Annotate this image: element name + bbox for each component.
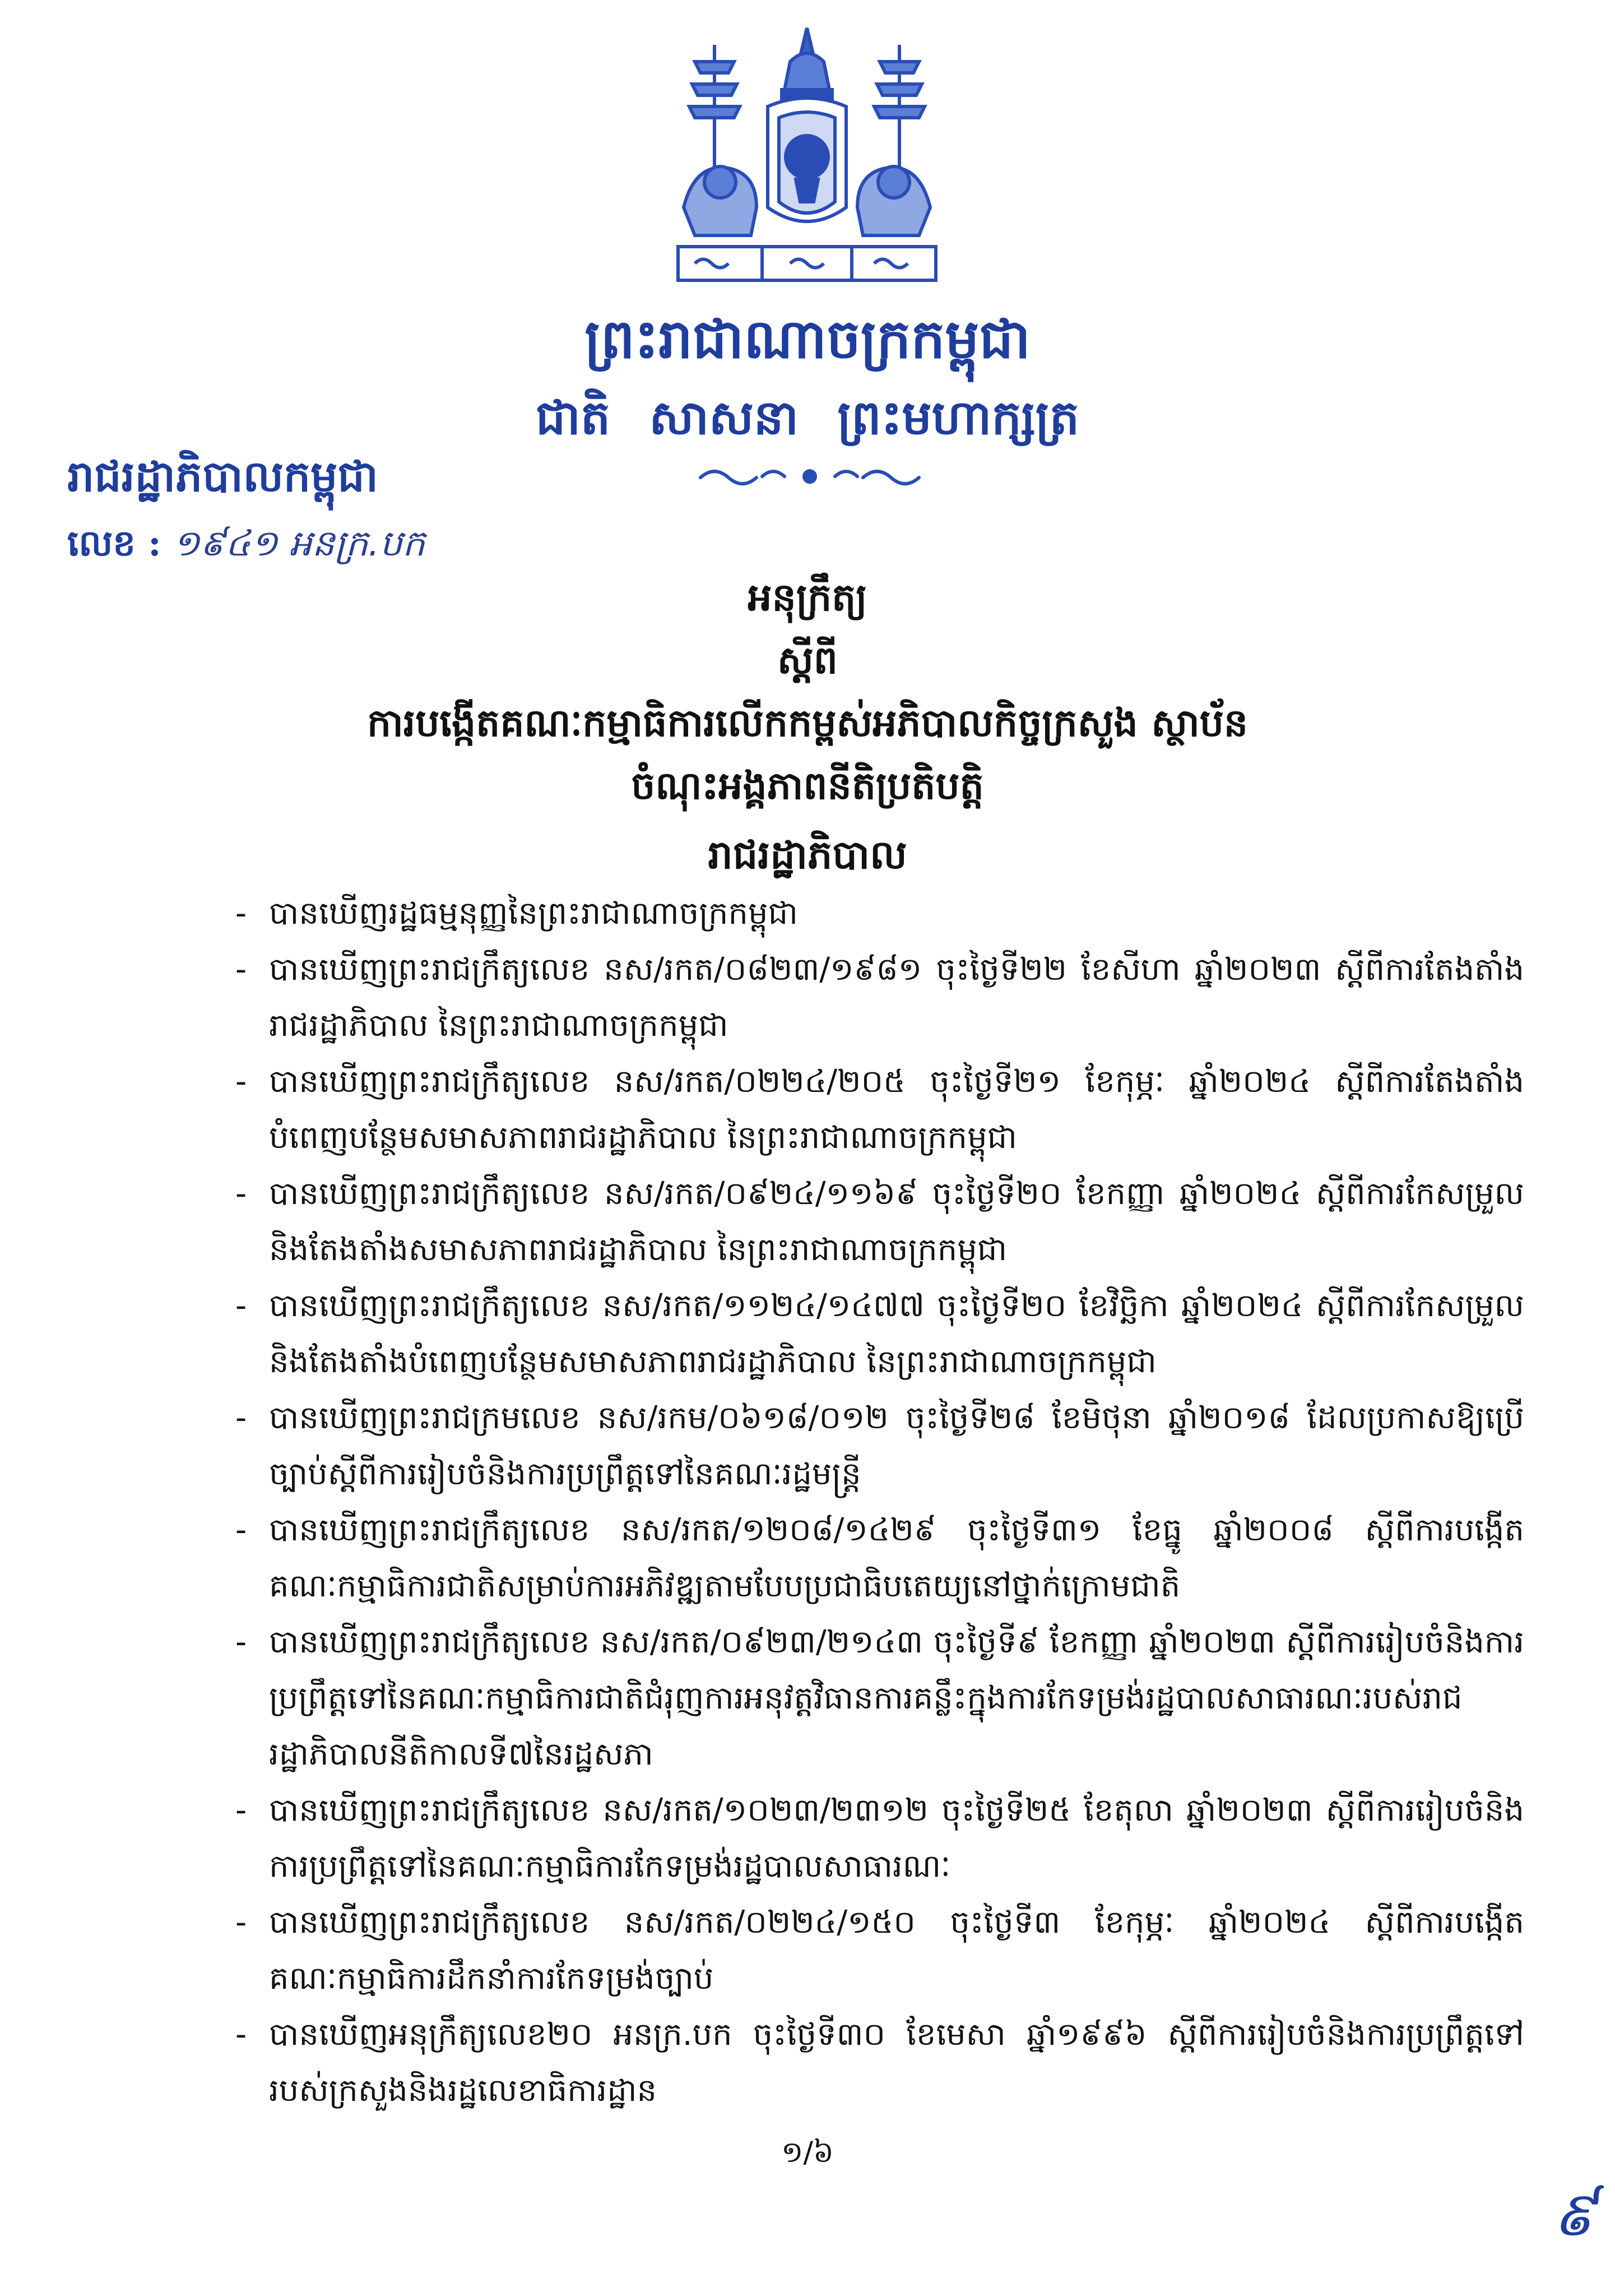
recital-text: បានឃើញព្រះរាជក្រឹត្យលេខ នស/រកត/០៨២៣/១៩៨១ ចុះថ្ងៃទី២២ ខែសីហា ឆ្នាំ២០២៣ ស្តីពីការតែងតាំងរាជរដ្ឋាភិបាល នៃព្រះរាជាណាចក្រកម្ពុជា <box>269 951 1524 1044</box>
list-item <box>235 1278 1524 1390</box>
list-item <box>235 1783 1524 1895</box>
reference-number: ១៩៤១ អនក្រ.បក <box>173 523 425 564</box>
recital-text: បានឃើញរដ្ឋធម្មនុញ្ញនៃព្រះរាជាណាចក្រកម្ពុជា <box>269 895 798 932</box>
list-item <box>235 1502 1524 1614</box>
list-item <box>235 886 1524 942</box>
list-dash: - <box>235 1792 247 1829</box>
list-dash: - <box>235 951 247 988</box>
list-dash: - <box>235 1288 247 1324</box>
list-item <box>235 942 1524 1054</box>
document-subject-line-2: ចំណុះអង្គភាពនីតិប្រតិបត្តិ <box>631 763 984 808</box>
national-motto: ជាតិ សាសនា ព្រះមហាក្សត្រ <box>535 390 1080 445</box>
list-item <box>235 1895 1524 2007</box>
recital-text: បានឃើញព្រះរាជក្រឹត្យលេខ នស/រកត/១១២៤/១៤៧៧ ចុះថ្ងៃទី២០ ខែវិច្ឆិកា ឆ្នាំ២០២៤ ស្តីពីការកែសម្រួលនិងតែងតាំងបំពេញបន្ថែមសមាសភាពរាជរដ្ឋាភិបាល នៃព្រះរាជាណាចក្រកម្ពុជា <box>269 1288 1524 1380</box>
list-item <box>235 1054 1524 1166</box>
document-heading <box>0 566 1615 817</box>
list-item <box>235 1166 1524 1278</box>
recital-text: បានឃើញព្រះរាជក្រឹត្យលេខ នស/រកត/០៩២៤/១១៦៩ ចុះថ្ងៃទី២០ ខែកញ្ញា ឆ្នាំ២០២៤ ស្តីពីការកែសម្រួលនិងតែងតាំងសមាសភាពរាជរដ្ឋាភិបាល នៃព្រះរាជាណាចក្រកម្ពុជា <box>269 1175 1524 1268</box>
kingdom-title: ព្រះរាជាណាចក្រកម្ពុជា <box>584 307 1031 371</box>
list-dash: - <box>235 1400 247 1436</box>
recital-text: បានឃើញព្រះរាជក្រមលេខ នស/រកម/០៦១៨/០១២ ចុះថ្ងៃទី២៨ ខែមិថុនា ឆ្នាំ២០១៨ ដែលប្រកាសឱ្យប្រើច្បាប់ស្តីពីការរៀបចំនិងការប្រព្រឹត្តទៅនៃគណៈរដ្ឋមន្ត្រី <box>269 1400 1524 1492</box>
document-subject-line-1: ការបង្កើតគណៈកម្មាធិការលើកកម្ពស់អភិបាលកិច្ចក្រសួង ស្ថាប័ន <box>366 701 1249 746</box>
handwritten-page-mark: ៩ <box>1552 2178 1596 2250</box>
section-heading-government: រាជរដ្ឋាភិបាល <box>708 831 907 878</box>
recital-text: បានឃើញព្រះរាជក្រឹត្យលេខ នស/រកត/០៩២៣/២១៤៣ ចុះថ្ងៃទី៩ ខែកញ្ញា ឆ្នាំ២០២៣ ស្តីពីការរៀបចំនិងការប្រព្រឹត្តទៅនៃគណៈកម្មាធិការជាតិជំរុញការអនុវត្តវិធានការគន្លឹះក្នុងការកែទម្រង់រដ្ឋបាលសាធារណៈរបស់រាជរដ្ឋាភិបាលនីតិកាលទី៧នៃរដ្ឋសភា <box>269 1624 1524 1772</box>
reference-number-line <box>67 516 425 572</box>
reference-label: លេខ : <box>67 522 161 564</box>
recitals-list <box>235 886 1524 2119</box>
recital-text: បានឃើញព្រះរាជក្រឹត្យលេខ នស/រកត/១០២៣/២៣១២ ចុះថ្ងៃទី២៥ ខែតុលា ឆ្នាំ២០២៣ ស្តីពីការរៀបចំនិងការប្រព្រឹត្តទៅនៃគណៈកម្មាធិការកែទម្រង់រដ្ឋបាលសាធារណៈ <box>269 1792 1524 1885</box>
list-dash: - <box>235 1063 247 1100</box>
list-dash: - <box>235 895 247 932</box>
document-about: ស្តីពី <box>777 638 838 683</box>
royal-coat-of-arms-icon <box>661 22 953 291</box>
list-dash: - <box>235 2016 247 2053</box>
list-item <box>235 1614 1524 1783</box>
list-item <box>235 1390 1524 1502</box>
list-dash: - <box>235 1175 247 1212</box>
list-dash: - <box>235 1624 247 1660</box>
decorative-divider-icon <box>689 460 930 493</box>
recital-text: បានឃើញព្រះរាជក្រឹត្យលេខ នស/រកត/០២២៤/២០៥ ចុះថ្ងៃទី២១ ខែកុម្ភៈ ឆ្នាំ២០២៤ ស្តីពីការតែងតាំងបំពេញបន្ថែមសមាសភាពរាជរដ្ឋាភិបាល នៃព្រះរាជាណាចក្រកម្ពុជា <box>269 1063 1524 1156</box>
list-item <box>235 2007 1524 2119</box>
page-number: ១/៦ <box>781 2136 834 2169</box>
recital-text: បានឃើញព្រះរាជក្រឹត្យលេខ នស/រកត/១២០៨/១៤២៩ ចុះថ្ងៃទី៣១ ខែធ្នូ ឆ្នាំ២០០៨ ស្តីពីការបង្កើតគណៈកម្មាធិការជាតិសម្រាប់ការអភិវឌ្ឍតាមបែបប្រជាធិបតេយ្យនៅថ្នាក់ក្រោមជាតិ <box>269 1512 1524 1604</box>
list-dash: - <box>235 1904 247 1941</box>
recital-text: បានឃើញព្រះរាជក្រឹត្យលេខ នស/រកត/០២២៤/១៥០ ចុះថ្ងៃទី៣ ខែកុម្ភៈ ឆ្នាំ២០២៤ ស្តីពីការបង្កើតគណៈកម្មាធិការដឹកនាំការកែទម្រង់ច្បាប់ <box>269 1904 1524 1997</box>
recital-text: បានឃើញអនុក្រឹត្យលេខ២០ អនក្រ.បក ចុះថ្ងៃទី៣០ ខែមេសា ឆ្នាំ១៩៩៦ ស្តីពីការរៀបចំនិងការប្រព្រឹត្តទៅរបស់ក្រសួងនិងរដ្ឋលេខាធិការដ្ឋាន <box>269 2016 1524 2109</box>
list-dash: - <box>235 1512 247 1548</box>
document-type: អនុក្រឹត្យ <box>748 575 867 620</box>
issuer-name: រាជរដ្ឋាភិបាលកម្ពុជា <box>67 451 378 501</box>
